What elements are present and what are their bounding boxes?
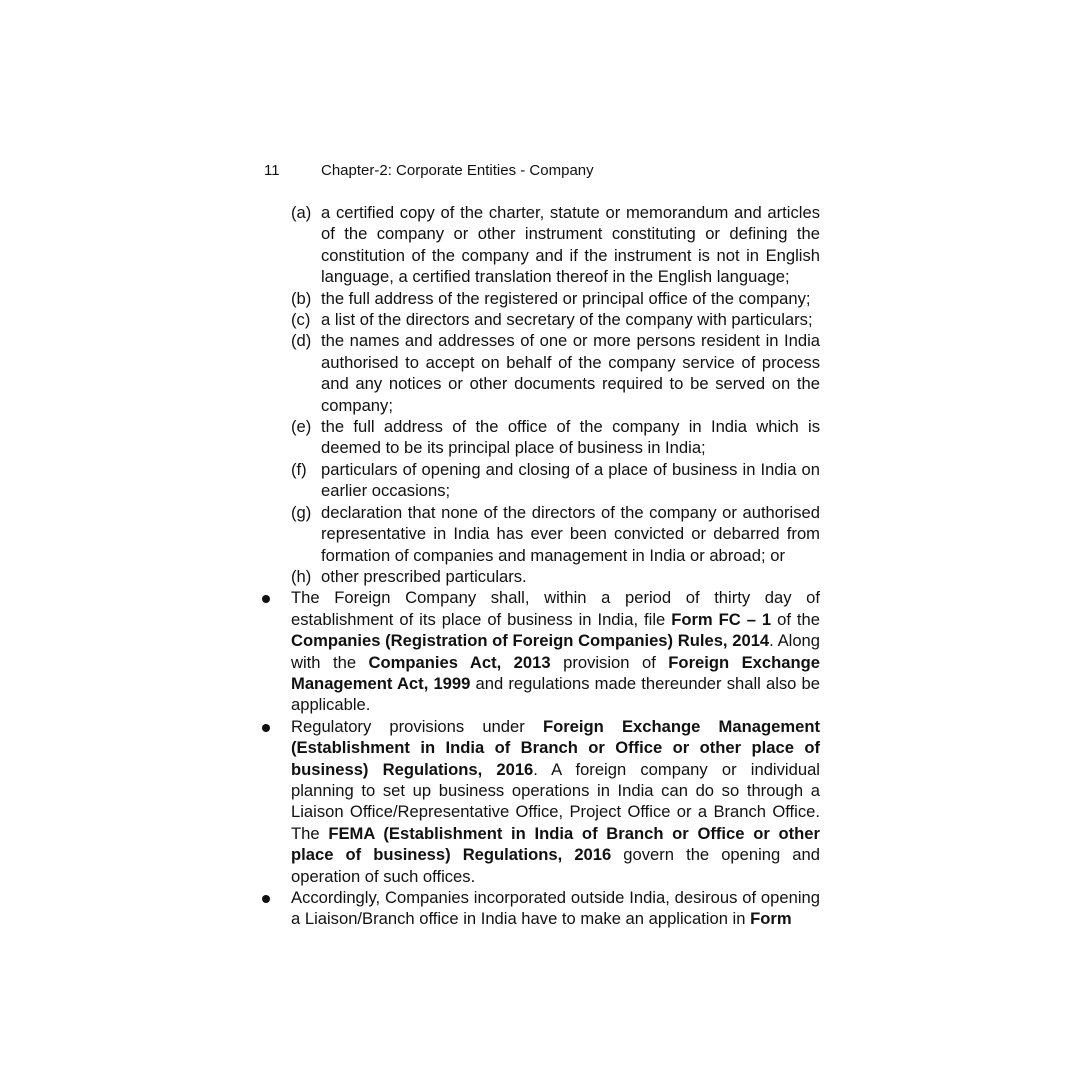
item-marker: (h) xyxy=(291,566,312,586)
page-number: 11 xyxy=(264,162,280,179)
item-marker: (c) xyxy=(291,310,311,330)
bullet-dot-icon xyxy=(262,595,270,603)
item-marker: (g) xyxy=(291,502,312,522)
bullet-dot-icon xyxy=(262,724,270,732)
list-item xyxy=(291,288,820,309)
item-text: the full address of the registered or principal office of the company; xyxy=(321,288,811,308)
bullet-text: provision of xyxy=(550,652,669,672)
item-text: a list of the directors and secretary of the company with particulars; xyxy=(321,310,813,330)
item-marker: (e) xyxy=(291,417,312,437)
bold-term: Form FC – 1 xyxy=(671,609,772,629)
bullet-paragraph-form-fc1 xyxy=(262,587,820,715)
list-item xyxy=(291,416,820,459)
bold-term: Companies (Registration of Foreign Companies) Rules, 2014 xyxy=(291,631,770,651)
item-text: particulars of opening and closing of a place of business in India on earlier occasions; xyxy=(321,459,820,501)
bold-term: Companies Act, 2013 xyxy=(368,652,551,672)
list-item xyxy=(291,459,820,502)
list-item xyxy=(291,566,820,587)
bullet-dot-icon xyxy=(262,895,270,903)
page-body xyxy=(262,202,820,930)
bold-term: Form xyxy=(750,909,792,929)
list-item xyxy=(291,502,820,566)
list-item xyxy=(291,309,820,330)
chapter-title: Chapter-2: Corporate Entities - Company xyxy=(321,162,594,179)
bullet-text: . Along with the xyxy=(291,631,821,672)
bullet-text: govern the opening and operation of such offices. xyxy=(291,845,820,886)
item-text: declaration that none of the directors of the company or authorised representative in India has ever been convicted or debarred from formation of companies and management in India or abroad; or xyxy=(321,502,820,565)
bullet-text: Accordingly, Companies incorporated outside India, desirous of opening a Liaison/Branch office in India have to make an application in xyxy=(291,888,820,929)
bullet-text: The Foreign Company shall, within a period of thirty day of establishment of its place of business in India, file xyxy=(291,588,820,629)
bold-term: Foreign Exchange Management (Establishment in India of Branch or Office or other place of business) Regulations, 2016 xyxy=(291,716,820,779)
bold-term: FEMA (Establishment in India of Branch or Office or other place of business) Regulations, 2016 xyxy=(291,823,820,865)
item-marker: (f) xyxy=(291,459,307,479)
list-item xyxy=(291,330,820,416)
bullet-text: of the xyxy=(771,609,820,629)
item-text: a certified copy of the charter, statute or memorandum and articles of the company or other instrument constituting or defining the constitution of the company and if the instrument is not in English language, a certified translation thereof in the English language; xyxy=(321,203,820,287)
bullet-paragraph-liaison-office xyxy=(262,887,820,930)
item-marker: (a) xyxy=(291,203,312,222)
bullet-text: Regulatory provisions under xyxy=(291,716,543,736)
item-text: other prescribed particulars. xyxy=(321,566,527,586)
item-marker: (d) xyxy=(291,331,312,351)
list-item xyxy=(291,202,820,288)
item-text: the full address of the office of the company in India which is deemed to be its principal place of business in India; xyxy=(321,417,820,458)
item-marker: (b) xyxy=(291,288,312,308)
bullet-text: and regulations made thereunder shall also be applicable. xyxy=(291,673,820,715)
requirements-sublist xyxy=(262,202,820,587)
bullet-text: . A foreign company or individual planning to set up business operations in India can do so through a Liaison Office/Representative Office, Project Office or a Branch Office. The xyxy=(291,759,820,843)
item-text: the names and addresses of one or more persons resident in India authorised to accept on behalf of the company service of process and any notices or other documents required to be served on the company; xyxy=(321,331,820,415)
bold-term: Foreign Exchange Management Act, 1999 xyxy=(291,652,821,693)
bullet-paragraph-fema-regulations xyxy=(262,716,820,887)
